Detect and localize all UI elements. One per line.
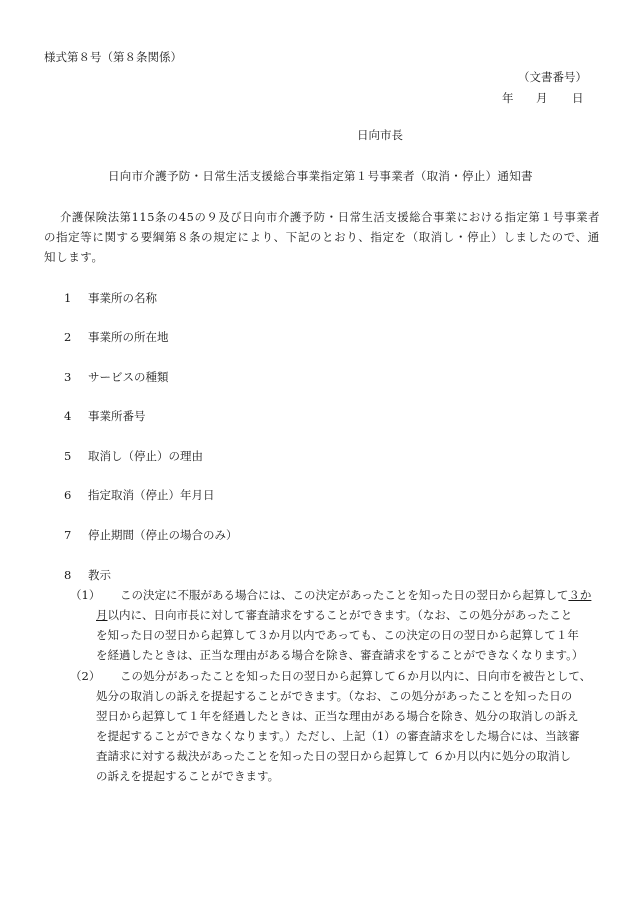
- paragraph-line: を経過したときは、正当な理由がある場合を除き、審査請求をすることができなくなります。）: [96, 648, 584, 662]
- item-label: サービスの種類: [88, 370, 169, 384]
- item-number: 1: [64, 291, 72, 305]
- paragraph-line: を知った日の翌日から起算して３か月以内であっても、この決定の日の翌日から起算して１年: [96, 628, 579, 642]
- paragraph-line: この決定に不服がある場合には、この決定があったことを知った日の翌日から起算して３か: [120, 588, 592, 602]
- date-day: 日: [572, 91, 584, 105]
- item-label: 取消し（停止）の理由: [88, 449, 203, 463]
- paragraph-line: の訴えを提起することができます。: [96, 769, 280, 783]
- document-title: 日向市介護予防・日常生活支援総合事業指定第１号事業者（取消・停止）通知書: [108, 169, 533, 183]
- paragraph-line: 月以内に、日向市長に対して審査請求をすることができます。（なお、この処分があったこと: [96, 608, 573, 622]
- date-month: 月: [536, 91, 548, 105]
- item-number: 3: [64, 370, 72, 384]
- paragraph-line: を提起することができなくなります。）ただし、上記（1）の審査請求をした場合には、当該審: [96, 729, 580, 743]
- item-number: 7: [64, 528, 72, 542]
- item-number: 8: [64, 568, 72, 582]
- body-line-3: 知します。: [44, 250, 104, 264]
- item-number: 6: [64, 488, 72, 502]
- paragraph-line: 査請求に対する裁決があったことを知った日の翌日から起算して ６か月以内に処分の取消し: [96, 749, 572, 763]
- paragraph-line: この処分があったことを知った日の翌日から起算して６か月以内に、日向市を被告として、: [120, 669, 592, 683]
- issuer: 日向市長: [357, 128, 403, 142]
- form-number: 様式第８号（第８条関係）: [44, 50, 182, 64]
- date-year: 年: [502, 91, 514, 105]
- paragraph-number: （1）: [70, 588, 101, 602]
- item-label: 事業所の名称: [88, 291, 157, 305]
- item-label: 停止期間（停止の場合のみ）: [88, 528, 238, 542]
- item-number: 2: [64, 330, 72, 344]
- item-number: 5: [64, 449, 72, 463]
- paragraph-number: （2）: [70, 669, 101, 683]
- item-label: 事業所番号: [88, 409, 146, 423]
- body-line-2: の指定等に関する要綱第８条の規定により、下記のとおり、指定を（取消し・停止）しましたので、通: [44, 230, 600, 244]
- paragraph-line: 翌日から起算して１年を経過したときは、正当な理由がある場合を除き、処分の取消しの訴え: [96, 709, 579, 723]
- paragraph-line: 処分の取消しの訴えを提起することができます。（なお、この処分があったことを知った日の: [96, 689, 573, 703]
- item-label: 教示: [88, 568, 111, 582]
- item-label: 指定取消（停止）年月日: [88, 488, 215, 502]
- item-number: 4: [64, 409, 72, 423]
- document-number: （文書番号）: [518, 70, 587, 84]
- item-label: 事業所の所在地: [88, 330, 169, 344]
- body-line-1: 介護保険法第115条の45の９及び日向市介護予防・日常生活支援総合事業における指定第１号事業者: [60, 210, 601, 224]
